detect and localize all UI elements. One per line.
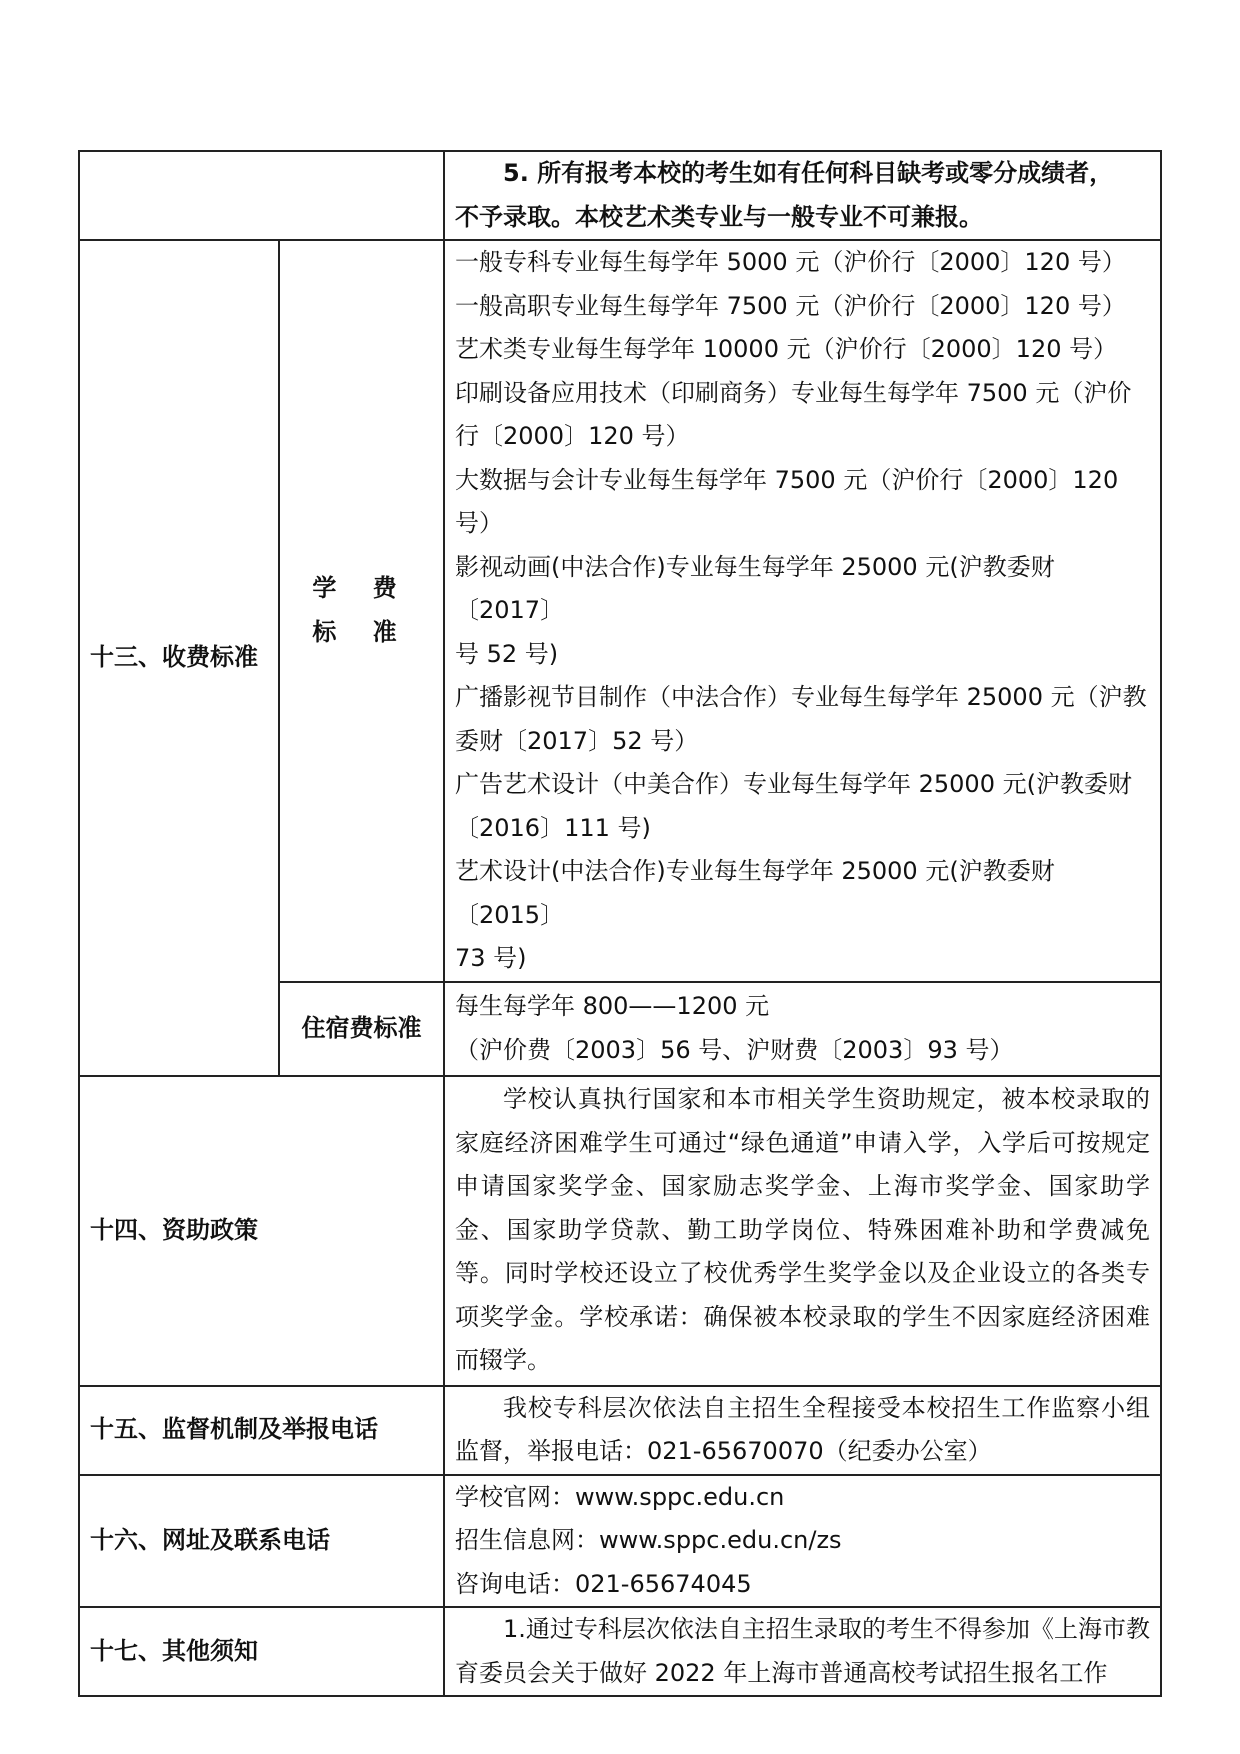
section-contact: 十六、网址及联系电话 — [79, 1475, 444, 1608]
row-financial-aid — [79, 1076, 1161, 1386]
section-financial-aid: 十四、资助政策 — [79, 1076, 444, 1386]
supervision-text: 我校专科层次依法自主招生全程接受本校招生工作监察小组监督，举报电话：021-65670070（纪委办公室） — [455, 1393, 1150, 1465]
school-website-line: 学校官网：www.sppc.edu.cn — [455, 1482, 785, 1511]
exam-rule-line-1: 5. 所有报考本校的考生如有任何科目缺考或零分成绩者， — [503, 159, 1114, 187]
dorm-standard-cell — [444, 982, 1161, 1076]
tuition-line: 委财〔2017〕52 号） — [455, 726, 699, 755]
row-other-notes — [79, 1607, 1161, 1696]
row-exam-rules — [79, 151, 1161, 240]
section-fee-standard: 十三、收费标准 — [79, 240, 279, 1076]
tuition-line: 艺术设计(中法合作)专业每生每学年 25000 元(沪教委财〔2015〕 — [455, 857, 1055, 929]
financial-aid-cell — [444, 1076, 1161, 1386]
admission-website-line: 招生信息网：www.sppc.edu.cn/zs — [455, 1526, 842, 1554]
other-notes-cell — [444, 1607, 1161, 1696]
tuition-line: 大数据与会计专业每生每学年 7500 元（沪价行〔2000〕120 号） — [455, 465, 1119, 537]
tuition-line: 号 52 号) — [455, 639, 559, 668]
tuition-line: 影视动画(中法合作)专业每生每学年 25000 元(沪教委财〔2017〕 — [455, 552, 1055, 624]
tuition-standard-cell — [444, 240, 1161, 982]
tuition-line: 一般高职专业每生每学年 7500 元（沪价行〔2000〕120 号） — [455, 291, 1126, 320]
section-supervision: 十五、监督机制及举报电话 — [79, 1386, 444, 1475]
tuition-line: 73 号) — [455, 944, 527, 972]
dorm-line: 每生每学年 800——1200 元 — [455, 992, 770, 1020]
contact-cell — [444, 1475, 1161, 1608]
row-fee-standard-tuition — [79, 240, 1161, 982]
tuition-line: 印刷设备应用技术（印刷商务）专业每生每学年 7500 元（沪价 — [455, 378, 1132, 407]
tuition-standard-label: 学 费 标 准 — [279, 240, 444, 982]
exam-rules-cell — [444, 151, 1161, 240]
tuition-line: 〔2016〕111 号) — [455, 813, 651, 842]
row-empty-label-cell — [79, 151, 444, 240]
exam-rule-line-2: 不予录取。本校艺术类专业与一般专业不可兼报。 — [455, 202, 983, 231]
other-notes-text: 1.通过专科层次依法自主招生录取的考生不得参加《上海市教育委员会关于做好 2022 年上海市普通高校考试招生报名工作 — [455, 1615, 1150, 1687]
tuition-line: 行〔2000〕120 号） — [455, 422, 690, 450]
dorm-standard-label: 住宿费标准 — [279, 982, 444, 1076]
tuition-line: 广播影视节目制作（中法合作）专业每生每学年 25000 元（沪教 — [455, 683, 1147, 711]
consult-phone-line: 咨询电话：021-65674045 — [455, 1569, 752, 1598]
tuition-line: 广告艺术设计（中美合作）专业每生每学年 25000 元(沪教委财 — [455, 770, 1132, 798]
row-supervision — [79, 1386, 1161, 1475]
dorm-line: （沪价费〔2003〕56 号、沪财费〔2003〕93 号） — [455, 1035, 1014, 1064]
admission-info-table — [78, 150, 1162, 1697]
tuition-line: 一般专科专业每生每学年 5000 元（沪价行〔2000〕120 号） — [455, 248, 1126, 276]
tuition-line: 艺术类专业每生每学年 10000 元（沪价行〔2000〕120 号） — [455, 335, 1118, 363]
financial-aid-text: 学校认真执行国家和本市相关学生资助规定，被本校录取的家庭经济困难学生可通过“绿色通道”申请入学，入学后可按规定申请国家奖学金、国家励志奖学金、上海市奖学金、国家助学金、国家助学贷款、勤工助学岗位、特殊困难补助和学费减免等。同时学校还设立了校优秀学生奖学金以及企业设立的各类专项奖学金。学校承诺：确保被本校录取的学生不因家庭经济困难而辍学。 — [455, 1085, 1150, 1375]
supervision-cell — [444, 1386, 1161, 1475]
section-other-notes: 十七、其他须知 — [79, 1607, 444, 1696]
row-contact — [79, 1475, 1161, 1608]
